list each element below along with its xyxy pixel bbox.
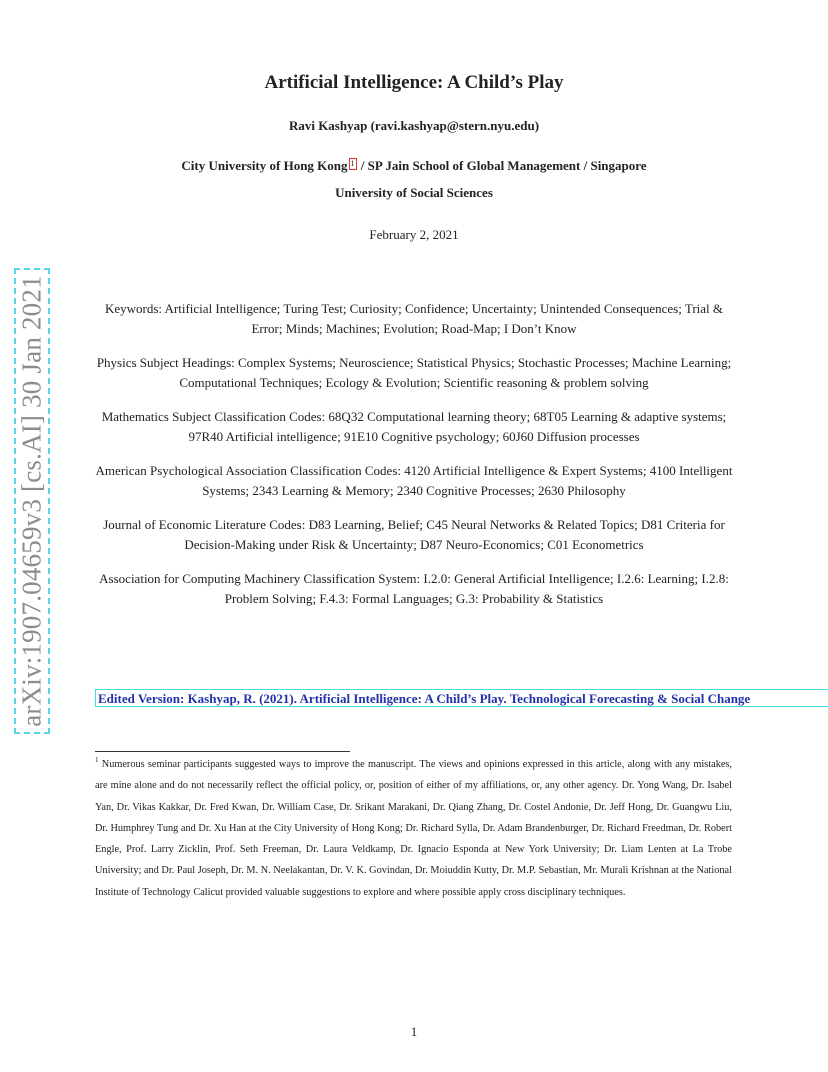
- physics-subject-headings: Physics Subject Headings: Complex Systems; Neuroscience; Statistical Physics; Stochastic Processes; Machine Learning; Computational Techniques; Ecology & Evolution; Scientific reasoning & problem solving: [96, 355, 732, 390]
- footnote-rule: [95, 751, 350, 752]
- affiliation-line-2: University of Social Sciences: [335, 185, 493, 200]
- footnote: [95, 754, 732, 903]
- affiliation-line-1: [0, 158, 828, 174]
- page-number: 1: [410, 1024, 418, 1039]
- keywords: Keywords: Artificial Intelligence; Turing Test; Curiosity; Confidence; Uncertainty; Unintended Consequences; Trial & Error; Minds; Machines; Evolution; Road-Map; I Don’t Know: [104, 301, 724, 336]
- arxiv-stamp[interactable]: arXiv:1907.04659v3 [cs.AI] 30 Jan 2021: [16, 275, 47, 727]
- paper-date: February 2, 2021: [369, 227, 459, 242]
- affiliation-part-2: / SP Jain School of Global Management / Singapore: [357, 158, 647, 173]
- jel-codes: Journal of Economic Literature Codes: D83 Learning, Belief; C45 Neural Networks & Related Topics; D81 Criteria for Decision-Making under Risk & Uncertainty; D87 Neuro-Economics; C01 Econometrics: [103, 517, 725, 552]
- math-subject-codes: Mathematics Subject Classification Codes: 68Q32 Computational learning theory; 68T05 Learning & adaptive systems; 97R40 Artificial intelligence; 91E10 Cognitive psychology; 60J60 Diffusion processes: [101, 409, 727, 444]
- apa-codes: American Psychological Association Classification Codes: 4120 Artificial Intelligence & Expert Systems; 4100 Intelligent Systems; 2343 Learning & Memory; 2340 Cognitive Processes; 2630 Philosophy: [95, 463, 733, 498]
- footnote-link[interactable]: 1: [350, 159, 355, 168]
- acm-codes: Association for Computing Machinery Classification System: I.2.0: General Artificial Intelligence; I.2.6: Learning; I.2.8: Problem Solving; F.4.3: Formal Languages; G.3: Probability & Statistics: [99, 571, 729, 606]
- edited-version-link[interactable]: Edited Version: Kashyap, R. (2021). Artificial Intelligence: A Child’s Play. Technological Forecasting & Social Change: [95, 689, 828, 707]
- affiliation-part-1: City University of Hong Kong: [181, 158, 348, 173]
- author-line: Ravi Kashyap (ravi.kashyap@stern.nyu.edu): [288, 118, 540, 133]
- paper-title: Artificial Intelligence: A Child’s Play: [264, 72, 564, 93]
- footnote-text: Numerous seminar participants suggested ways to improve the manuscript. The views and opinions expressed in this article, along with any mistakes, are mine alone and do not necessarily reflect the official policy, or, position of either of my affiliations, or, any other agency. Dr. Yong Wang, Dr. Isabel Yan, Dr. Vikas Kakkar, Dr. Fred Kwan, Dr. William Case, Dr. Srikant Marakani, Dr. Qiang Zhang, Dr. Costel Andonie, Dr. Jeff Hong, Dr. Guangwu Liu, Dr. Humphrey Tung and Dr. Xu Han at the City University of Hong Kong; Dr. Richard Sylla, Dr. Adam Brandenburger, Dr. Richard Freedman, Dr. Robert Engle, Prof. Larry Zicklin, Prof. Seth Freeman, Dr. Laura Veldkamp, Dr. Ignacio Esponda at New York University; Dr. Liam Lenten at La Trobe University; and Dr. Paul Joseph, Dr. M. N. Neelakantan, Dr. V. K. Govindan, Dr. Moiuddin Kutty, Dr. M.P. Sebastian, Mr. Murali Krishnan at the National Institute of Technology Calicut provided valuable suggestions to explore and where possible apply cross disciplinary techniques.: [95, 759, 733, 898]
- footnote-mark: 1: [95, 756, 99, 764]
